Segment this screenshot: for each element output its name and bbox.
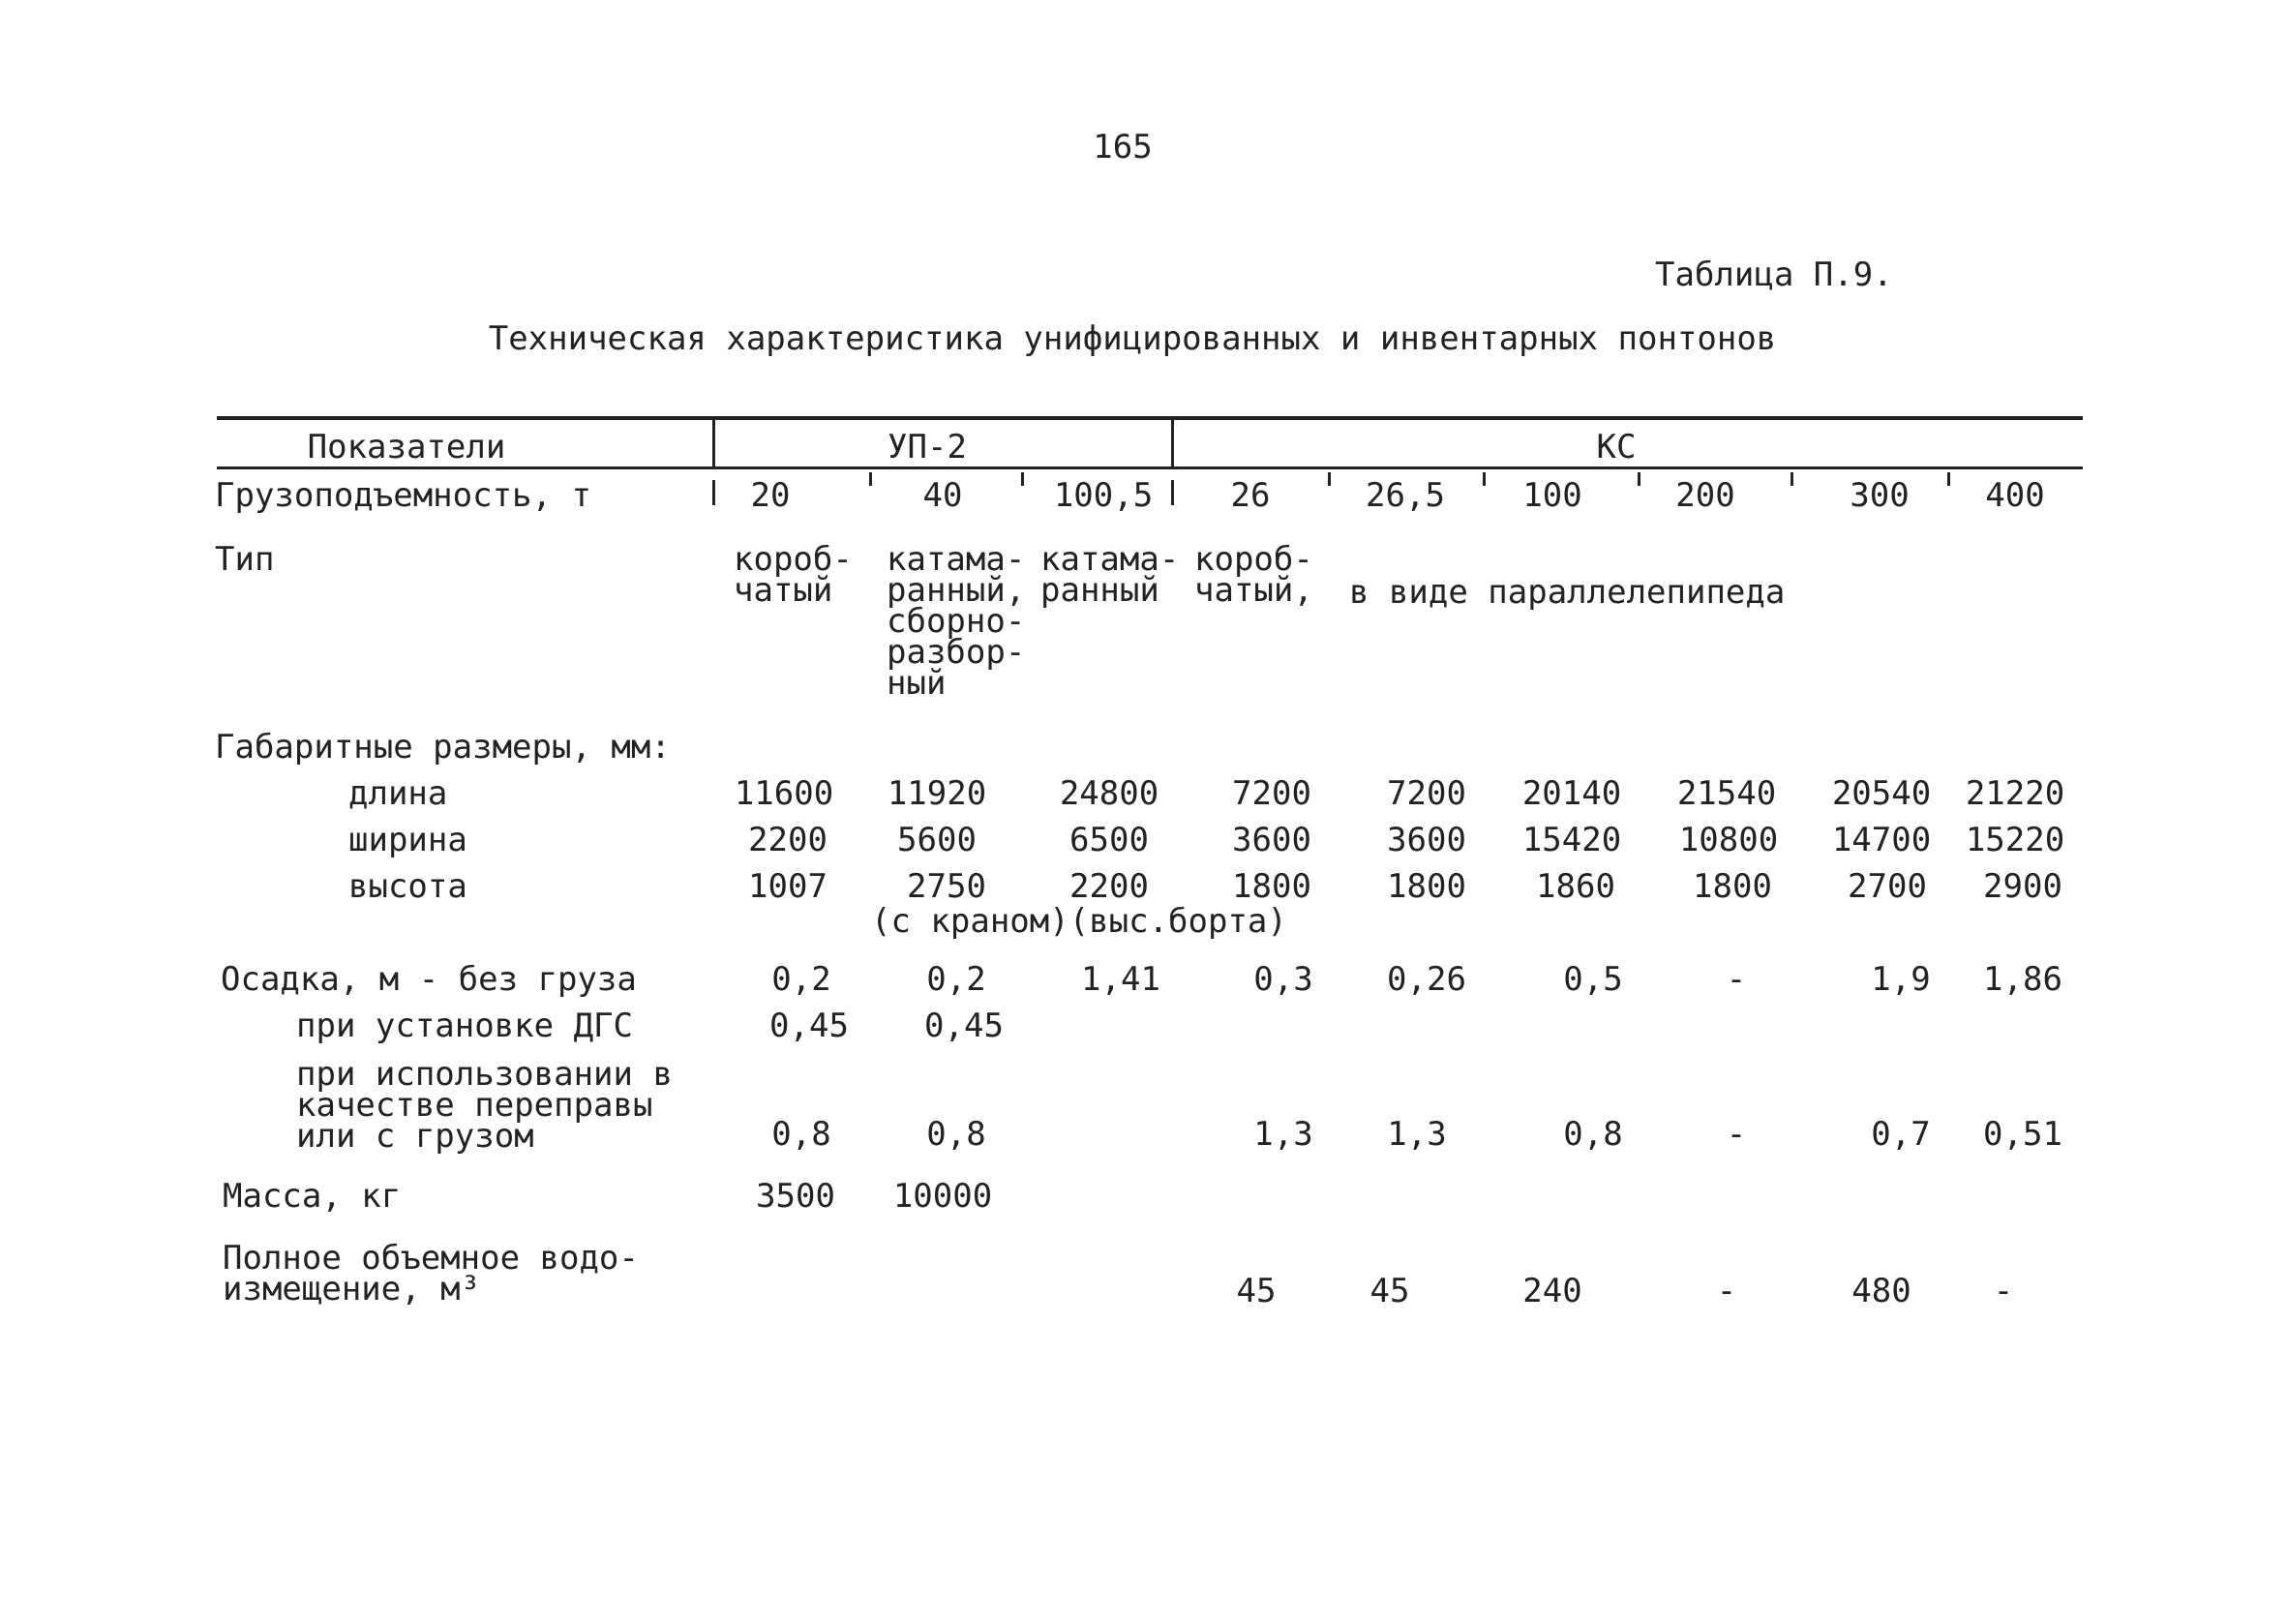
mass-value: 3500 <box>756 1177 835 1216</box>
draft-crossing-value: 0,8 <box>1563 1115 1623 1154</box>
capacity-value: 100 <box>1522 476 1582 515</box>
draft-no-load-value: 1,86 <box>1983 960 2062 999</box>
capacity-value: 40 <box>922 476 963 515</box>
capacity-separator <box>1171 480 1174 505</box>
draft-no-load-value: 0,5 <box>1563 960 1623 999</box>
draft-crossing-value: 0,7 <box>1871 1115 1931 1154</box>
draft-crossing-value: 0,8 <box>771 1115 831 1154</box>
draft-crossing-value: - <box>1726 1115 1747 1154</box>
length-value: 24800 <box>1059 774 1159 813</box>
width-value: 3600 <box>1232 821 1311 859</box>
mass-label: Масса, кг <box>223 1177 402 1216</box>
table-top-rule <box>217 416 2083 420</box>
dimensions-label: Габаритные размеры, мм: <box>215 728 671 767</box>
height-value: 2900 <box>1983 867 2062 906</box>
type-value: катама- ранный <box>1040 540 1180 610</box>
header-separator <box>712 420 715 466</box>
draft-no-load-value: 0,2 <box>926 960 986 999</box>
capacity-separator <box>1790 472 1793 486</box>
height-label: высота <box>348 867 467 906</box>
draft-dgs-label: при установке ДГС <box>296 1007 633 1045</box>
type-value: катама- ранный, сборно- разбор- ный <box>887 540 1026 703</box>
height-value: 1860 <box>1536 867 1615 906</box>
draft-no-load-value: 0,26 <box>1387 960 1466 999</box>
type-value: короб- чатый, <box>1194 540 1313 610</box>
header-indicators: Показатели <box>307 428 506 466</box>
draft-crossing-label: при использовании в качестве переправы или с грузом <box>296 1055 673 1156</box>
length-value: 21220 <box>1965 774 2065 813</box>
type-label: Тип <box>215 540 275 579</box>
draft-crossing-value: 1,3 <box>1253 1115 1313 1154</box>
capacity-separator <box>869 472 872 486</box>
header-separator <box>1171 420 1174 466</box>
draft-no-load-value: 1,41 <box>1081 960 1160 999</box>
type-ks-span: в виде параллелепипеда <box>1349 573 1786 612</box>
capacity-value: 26,5 <box>1366 476 1445 515</box>
height-value: 1800 <box>1387 867 1466 906</box>
width-value: 15420 <box>1521 821 1622 859</box>
width-value: 15220 <box>1965 821 2065 859</box>
draft-no-load-value: 0,3 <box>1253 960 1313 999</box>
length-label: длина <box>348 774 448 813</box>
height-value: 1007 <box>748 867 828 906</box>
height-value: 2200 <box>1069 867 1149 906</box>
capacity-separator <box>1328 472 1331 486</box>
capacity-separator <box>1021 472 1024 486</box>
capacity-label: Грузоподъемность, т <box>215 476 591 515</box>
page-number: 165 <box>1093 128 1153 166</box>
mass-value: 10000 <box>892 1177 993 1216</box>
capacity-value: 300 <box>1850 476 1910 515</box>
table-label: Таблица П.9. <box>1655 256 1893 294</box>
capacity-separator <box>1638 472 1640 486</box>
height-value: 2750 <box>907 867 986 906</box>
displacement-label: Полное объемное водо- измещение, м³ <box>223 1239 639 1308</box>
width-value: 5600 <box>897 821 977 859</box>
width-label: ширина <box>348 821 467 859</box>
height-note: (с краном)(выс.борта) <box>871 902 1287 941</box>
length-value: 20540 <box>1831 774 1932 813</box>
draft-crossing-value: 0,51 <box>1983 1115 2062 1154</box>
header-bottom-rule <box>217 466 2083 469</box>
width-value: 6500 <box>1069 821 1149 859</box>
displacement-value: 45 <box>1369 1272 1410 1310</box>
capacity-value: 26 <box>1230 476 1271 515</box>
draft-no-load-value: - <box>1726 960 1747 999</box>
draft-dgs-value: 0,45 <box>769 1007 849 1045</box>
displacement-value: 480 <box>1851 1272 1911 1310</box>
capacity-separator <box>1483 472 1486 486</box>
header-group-ks: КС <box>1596 428 1637 466</box>
width-value: 3600 <box>1387 821 1466 859</box>
header-group-up2: УП-2 <box>888 428 967 466</box>
draft-label: Осадка, м - без груза <box>221 960 637 999</box>
capacity-value: 400 <box>1985 476 2045 515</box>
draft-crossing-value: 1,3 <box>1387 1115 1447 1154</box>
capacity-separator <box>1947 472 1950 486</box>
length-value: 20140 <box>1521 774 1622 813</box>
displacement-value: 240 <box>1522 1272 1582 1310</box>
width-value: 10800 <box>1678 821 1779 859</box>
displacement-value: 45 <box>1236 1272 1277 1310</box>
length-value: 21540 <box>1676 774 1777 813</box>
displacement-value: - <box>1993 1272 2014 1310</box>
capacity-separator <box>712 480 715 505</box>
width-value: 2200 <box>748 821 828 859</box>
length-value: 7200 <box>1232 774 1311 813</box>
capacity-value: 20 <box>750 476 791 515</box>
height-value: 2700 <box>1848 867 1927 906</box>
capacity-value: 200 <box>1675 476 1735 515</box>
width-value: 14700 <box>1831 821 1932 859</box>
length-value: 11920 <box>887 774 987 813</box>
height-value: 1800 <box>1693 867 1772 906</box>
table-title: Техническая характеристика унифицированных и инвентарных понтонов <box>488 319 1777 358</box>
draft-crossing-value: 0,8 <box>926 1115 986 1154</box>
length-value: 11600 <box>734 774 834 813</box>
length-value: 7200 <box>1387 774 1466 813</box>
draft-no-load-value: 0,2 <box>771 960 831 999</box>
type-value: короб- чатый <box>734 540 853 610</box>
draft-no-load-value: 1,9 <box>1871 960 1931 999</box>
displacement-value: - <box>1716 1272 1737 1310</box>
capacity-value: 100,5 <box>1053 476 1154 515</box>
height-value: 1800 <box>1232 867 1311 906</box>
draft-dgs-value: 0,45 <box>924 1007 1004 1045</box>
